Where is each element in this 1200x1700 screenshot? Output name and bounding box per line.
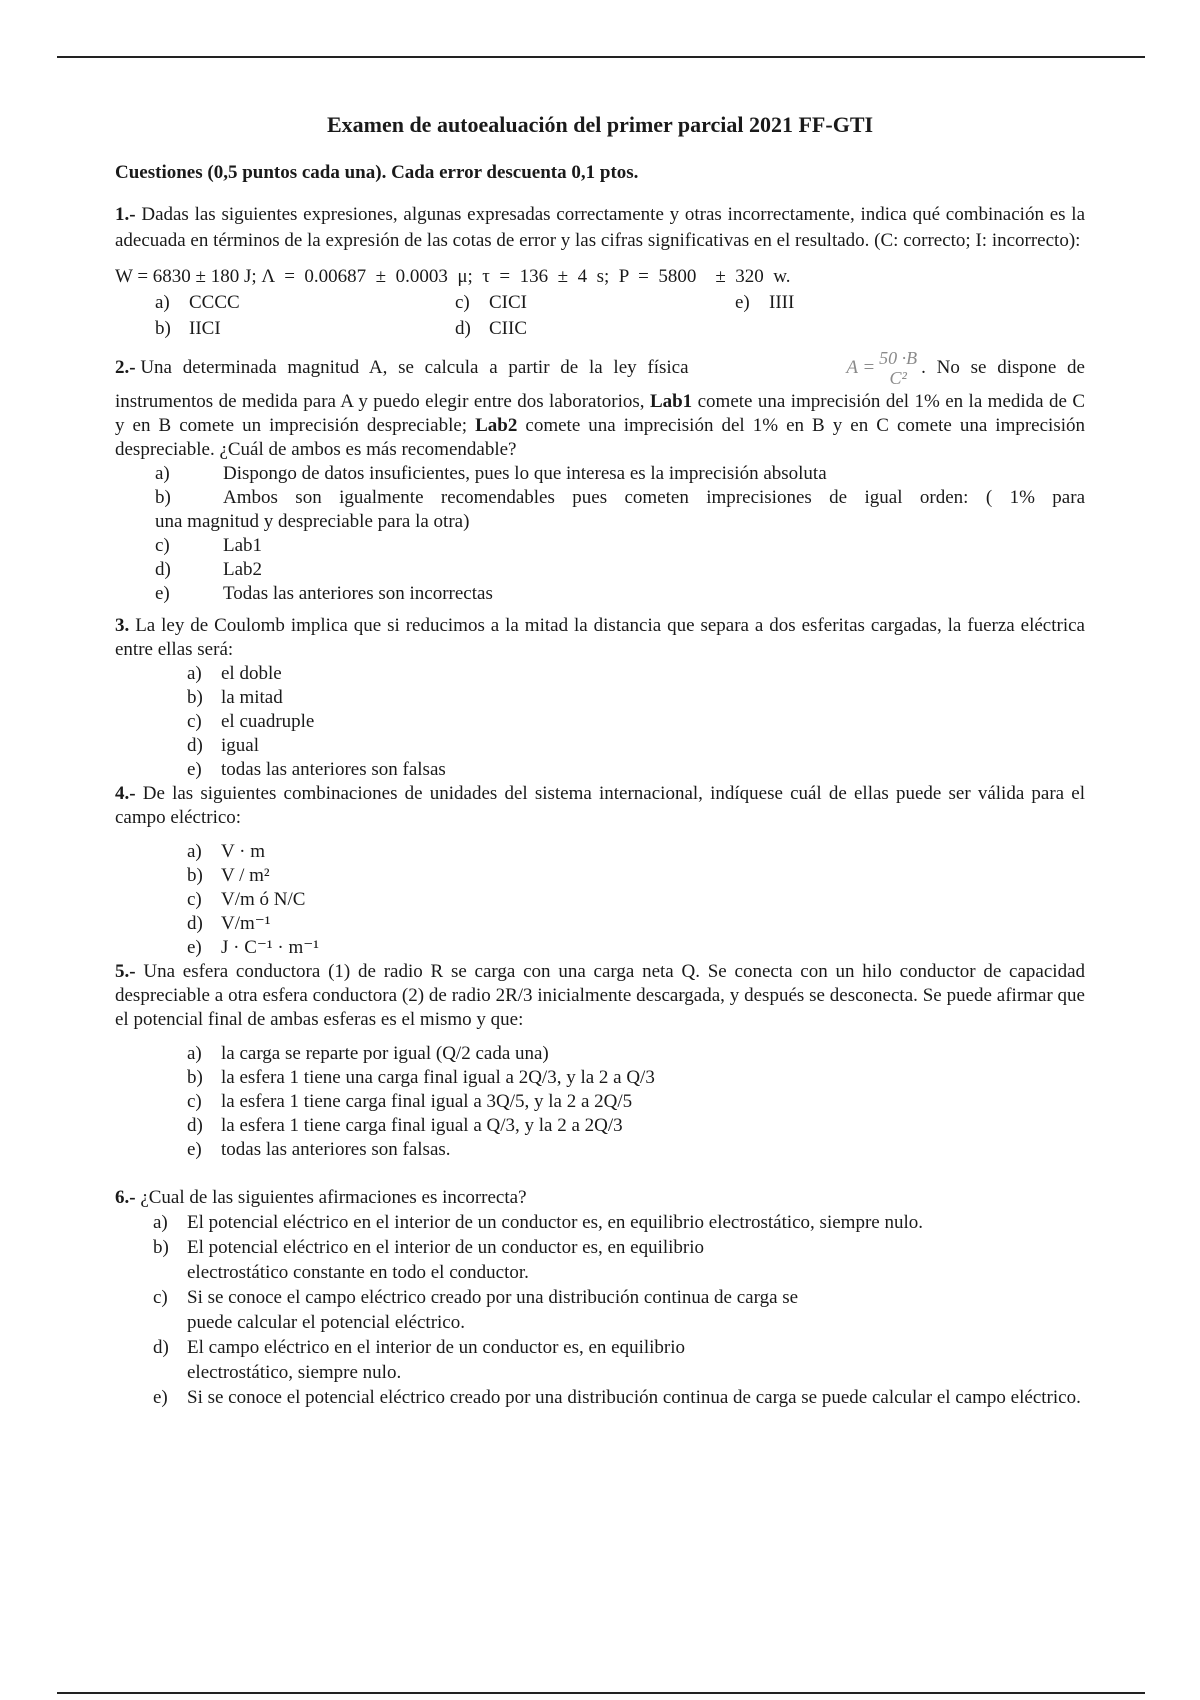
option-text: la esfera 1 tiene carga final igual a Q/3, y la 2 a 2Q/3 (221, 1115, 623, 1136)
option-letter: a) (155, 292, 170, 313)
option-b-continued (155, 510, 1085, 534)
question-number: 5.- (115, 961, 136, 982)
option-letter: c) (187, 1091, 202, 1112)
option-b[interactable] (153, 1235, 1085, 1285)
option-b[interactable] (155, 316, 455, 342)
formula-fraction (879, 348, 917, 388)
option-letter: d) (187, 1115, 203, 1136)
option-text: CCCC (189, 292, 240, 313)
option-a[interactable] (187, 1042, 1085, 1066)
option-text: IIII (769, 292, 795, 313)
option-text: Ambos son igualmente recomendables pues cometen imprecisiones de igual orden: ( 1% para (223, 487, 1085, 508)
option-a[interactable] (155, 462, 1085, 486)
option-letter: b) (155, 318, 171, 339)
option-c[interactable] (187, 888, 1085, 912)
option-letter: c) (187, 711, 202, 732)
option-text: El potencial eléctrico en el interior de un conductor es, en equilibrio electrostático, siempre nulo. (187, 1212, 923, 1233)
formula-denominator: C² (889, 368, 907, 388)
option-d[interactable] (187, 1114, 1085, 1138)
option-a[interactable] (153, 1210, 1085, 1235)
option-e[interactable] (155, 582, 1085, 606)
option-letter: d) (455, 318, 471, 339)
question-number: 2.- (115, 357, 136, 378)
option-letter: a) (155, 463, 170, 484)
question-text: La ley de Coulomb implica que si reducimos a la mitad la distancia que separa a dos esferitas cargadas, la fuerza eléctrica entre ellas será: (115, 615, 1085, 660)
option-b[interactable] (155, 486, 1085, 510)
option-letter: a) (187, 841, 202, 862)
option-text: V/m⁻¹ (221, 913, 271, 934)
formula-numerator: 50 ·B (879, 348, 918, 368)
question-text: comete una imprecisión del 1% en B y en C comete una imprecisión despreciable. ¿Cuál de ambos es más recomendable? (115, 415, 1085, 460)
question-text: comete una imprecisión del 1% en la medida de C y en B comete un imprecisión despreciable; (115, 391, 1086, 436)
option-letter: d) (155, 559, 171, 580)
question-1 (115, 202, 1085, 342)
option-letter: b) (187, 687, 203, 708)
question-text-after: . No se dispone de (921, 357, 1085, 378)
option-text: todas las anteriores son falsas (221, 759, 446, 780)
option-letter: c) (455, 292, 470, 313)
option-c[interactable] (155, 534, 1085, 558)
section-header: Cuestiones (0,5 puntos cada una). Cada error descuenta 0,1 ptos. (115, 162, 639, 183)
option-letter: c) (155, 535, 170, 556)
exam-page (115, 112, 1085, 1410)
q6-options (115, 1210, 1085, 1410)
option-c[interactable] (187, 710, 1085, 734)
q1-options (155, 290, 1085, 342)
option-text: todas las anteriores son falsas. (221, 1139, 451, 1160)
option-text: Dispongo de datos insuficientes, pues lo que interesa es la imprecisión absoluta (223, 463, 827, 484)
question-text: instrumentos de medida para A y puedo elegir entre dos laboratorios, (115, 391, 645, 412)
question-number: 6.- (115, 1187, 136, 1208)
option-letter: b) (187, 1067, 203, 1088)
option-text: la esfera 1 tiene carga final igual a 3Q/5, y la 2 a 2Q/5 (221, 1091, 633, 1112)
option-e[interactable] (735, 290, 1035, 316)
option-letter: d) (187, 913, 203, 934)
option-letter: a) (187, 663, 202, 684)
option-d[interactable] (187, 912, 1085, 936)
option-e[interactable] (187, 1138, 1085, 1162)
question-number: 1.- (115, 204, 136, 225)
q2-options (115, 462, 1085, 606)
option-text: igual (221, 735, 259, 756)
option-text: J · C⁻¹ · m⁻¹ (221, 937, 319, 958)
option-d[interactable] (187, 734, 1085, 758)
option-b[interactable] (187, 864, 1085, 888)
question-text: Una determinada magnitud A, se calcula a partir de la ley física (140, 357, 689, 378)
option-letter: a) (187, 1043, 202, 1064)
formula-lhs: A = (846, 357, 876, 378)
option-b[interactable] (187, 1066, 1085, 1090)
question-number: 3. (115, 615, 130, 636)
option-letter: e) (187, 937, 202, 958)
q1-expression: W = 6830 ± 180 J; Λ = 0.00687 ± 0.0003 μ; τ = 136 ± 4 s; P = 5800 ± 320 w. (115, 266, 791, 287)
option-text: Si se conoce el campo eléctrico creado por una distribución continua de carga se puede calcular el potencial eléctrico. (187, 1287, 799, 1333)
option-text: el cuadruple (221, 711, 315, 732)
option-text: V · m (221, 841, 265, 862)
option-b[interactable] (187, 686, 1085, 710)
option-d[interactable] (155, 558, 1085, 582)
option-text: El campo eléctrico en el interior de un conductor es, en equilibrio electrostático, siempre nulo. (187, 1337, 686, 1383)
q5-options (115, 1042, 1085, 1162)
option-e[interactable] (187, 758, 1085, 782)
lab2-label: Lab2 (475, 415, 518, 436)
option-c[interactable] (455, 290, 735, 316)
option-text: el doble (221, 663, 282, 684)
option-letter: d) (187, 735, 203, 756)
option-letter: e) (153, 1387, 168, 1408)
option-letter: b) (187, 865, 203, 886)
option-c[interactable] (153, 1285, 1085, 1335)
option-text: Si se conoce el potencial eléctrico creado por una distribución continua de carga se puede calcular el campo eléctrico. (187, 1387, 1081, 1408)
top-rule (57, 56, 1145, 58)
option-text: la carga se reparte por igual (Q/2 cada una) (221, 1043, 549, 1064)
page-title: Examen de autoealuación del primer parcial 2021 FF-GTI (326, 112, 874, 137)
option-text: la esfera 1 tiene una carga final igual a 2Q/3, y la 2 a Q/3 (221, 1067, 655, 1088)
question-5 (115, 960, 1085, 1162)
option-e[interactable] (153, 1385, 1085, 1410)
option-letter: b) (155, 487, 171, 508)
option-a[interactable] (155, 290, 455, 316)
option-text: Lab1 (223, 535, 263, 556)
option-letter: d) (153, 1337, 169, 1358)
option-text: IICI (189, 318, 221, 339)
option-text: Lab2 (223, 559, 263, 580)
question-text: Dadas las siguientes expresiones, algunas expresadas correctamente y otras incorrectamente, indica qué combinación es la adecuada en términos de la expresión de las cotas de error y las cifras significativas en el resultado. (C: correcto; I: incorrecto): (115, 204, 1085, 251)
question-text: ¿Cual de las siguientes afirmaciones es incorrecta? (140, 1187, 527, 1208)
option-a[interactable] (187, 662, 1085, 686)
option-text: la mitad (221, 687, 283, 708)
question-number: 4.- (115, 783, 136, 804)
option-letter: a) (153, 1212, 168, 1233)
option-letter: e) (187, 1139, 202, 1160)
option-text: V/m ó N/C (221, 889, 306, 910)
option-text: una magnitud y despreciable para la otra) (155, 511, 470, 532)
question-4 (115, 782, 1085, 960)
option-text: CICI (489, 292, 527, 313)
option-letter: b) (153, 1237, 169, 1258)
option-letter: c) (187, 889, 202, 910)
option-c[interactable] (187, 1090, 1085, 1114)
bottom-rule (57, 1692, 1145, 1694)
option-text: El potencial eléctrico en el interior de un conductor es, en equilibrio electrostático constante en todo el conductor. (187, 1237, 705, 1283)
option-text: CIIC (489, 318, 527, 339)
question-text: Una esfera conductora (1) de radio R se carga con una carga neta Q. Se conecta con un hilo conductor de capacidad despreciable a otra esfera conductora (2) de radio 2R/3 inicialmente descargada, y después se desconecta. Se puede afirmar que el potencial final de ambas esferas es el mismo y que: (115, 961, 1085, 1030)
question-3 (115, 614, 1085, 782)
option-d[interactable] (455, 316, 735, 342)
option-d[interactable] (153, 1335, 1085, 1385)
option-e[interactable] (187, 936, 1085, 960)
q3-options (115, 662, 1085, 782)
option-text: Todas las anteriores son incorrectas (223, 583, 493, 604)
option-letter: e) (187, 759, 202, 780)
option-letter: e) (735, 292, 750, 313)
question-text: De las siguientes combinaciones de unidades del sistema internacional, indíquese cuál de ellas puede ser válida para el campo eléctrico: (115, 783, 1085, 828)
option-a[interactable] (187, 840, 1085, 864)
q4-options (115, 840, 1085, 960)
question-6 (115, 1186, 1085, 1410)
option-letter: c) (153, 1287, 168, 1308)
option-letter: e) (155, 583, 170, 604)
lab1-label: Lab1 (649, 391, 693, 412)
question-2 (115, 348, 1085, 606)
option-text: V / m² (221, 865, 270, 886)
